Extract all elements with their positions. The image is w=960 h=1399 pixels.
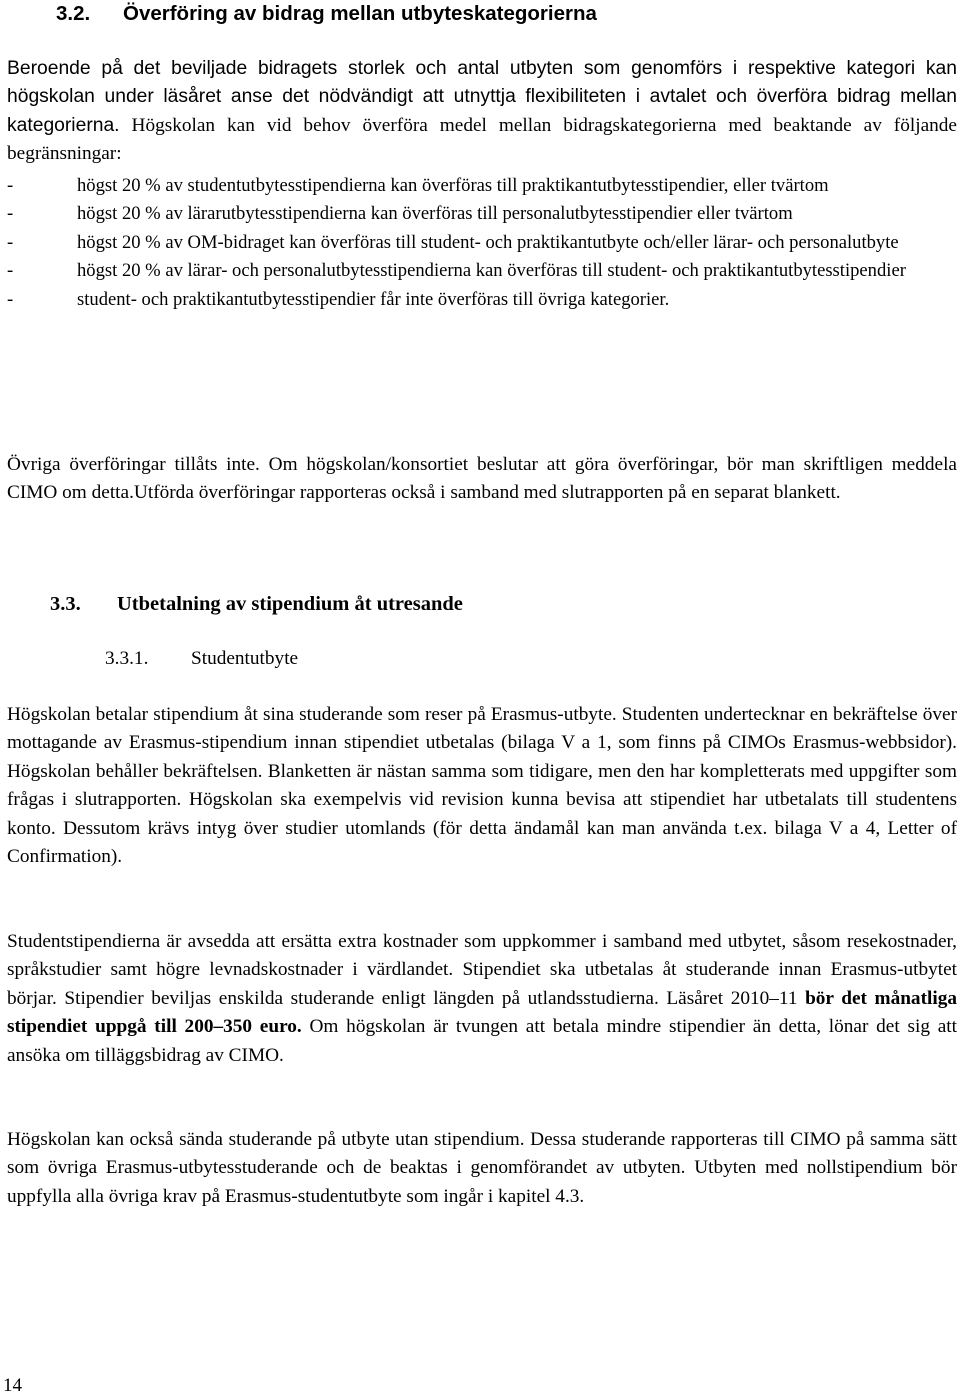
section-number: 3.3. (50, 593, 81, 615)
subsection-title: Studentutbyte (191, 648, 299, 669)
section-3-3-heading (50, 593, 463, 616)
list-item: - högst 20 % av lärarutbytesstipendierna kan överföras till personalutbytesstipendier eller tvärtom (7, 200, 957, 228)
transfer-limits-list (7, 172, 957, 314)
page-number: 14 (3, 1375, 22, 1396)
zero-stipend-paragraph: Högskolan kan också sända studerande på utbyte utan stipendium. Dessa studerande rapporteras till CIMO på samma sätt som övriga Erasmus-utbytesstuderande och de beaktas i genomförandet av utbyten. Utbyten med nollstipendium bör uppfylla alla övriga krav på Erasmus-studentutbyte som ingår i kapitel 4.3. (7, 1129, 957, 1207)
section-3-2-heading (56, 2, 597, 26)
monthly-stipend-emphasis: bör det månatliga stipendiet uppgå till 200–350 euro. (7, 987, 957, 1038)
dash-marker: - (7, 260, 14, 282)
list-item: - högst 20 % av lärar- och personalutbytesstipendierna kan överföras till student- och praktikantutbytesstipendier (7, 257, 957, 285)
list-item: - student- och praktikantutbytesstipendier får inte överföras till övriga kategorier. (7, 286, 957, 314)
section-title: Utbetalning av stipendium åt utresande (117, 593, 463, 615)
dash-marker: - (7, 288, 14, 310)
dash-marker: - (7, 203, 14, 225)
list-item: - högst 20 % av OM-bidraget kan överföras till student- och praktikantutbyte och/eller lärar- och personalutbyte (7, 229, 957, 257)
dash-marker: - (7, 231, 14, 253)
subsection-number: 3.3.1. (105, 648, 149, 669)
intro-sans-text: Beroende på det beviljade bidragets storlek och antal utbyten som genomförs i respektive kategori kan högskolan under läsåret anse det nödvändigt att utnyttja flexibiliteten i avtalet och överföra bidrag mellan kategorierna. (7, 58, 957, 136)
list-item: - högst 20 % av studentutbytesstipendierna kan överföras till praktikantutbytesstipendier, eller tvärtom (7, 172, 957, 200)
student-exchange-paragraph: Högskolan betalar stipendium åt sina studerande som reser på Erasmus-utbyte. Studenten undertecknar en bekräftelse över mottagande av Erasmus-stipendium innan stipendiet utbetalas (bilaga V a 1, som finns på CIMOs Erasmus-webbsidor). Högskolan behåller bekräftelsen. Blanketten är nästan samma som tidigare, men den har kompletterats med uppgifter som frågas i slutrapporten. Högskolan ska exempelvis vid revision kunna bevisa att stipendiet har utbetalats till studentens konto. Dessutom krävs intyg över studier utomlands (för detta ändamål kan man använda t.ex. bilaga V a 4, Letter of Confirmation). (7, 704, 957, 868)
subsection-3-3-1-heading (105, 648, 298, 670)
intro-serif-text: Högskolan kan vid behov överföra medel mellan bidragskategorierna med beaktande av följande begränsningar: (7, 114, 957, 165)
transfer-intro-paragraph (7, 55, 957, 169)
dash-marker: - (7, 175, 14, 196)
section-title: Överföring av bidrag mellan utbyteskategorierna (123, 2, 597, 25)
other-transfers-paragraph: Övriga överföringar tillåts inte. Om högskolan/konsortiet beslutar att göra överföringar, bör man skriftligen meddela CIMO om detta.Utförda överföringar rapporteras också i samband med slutrapporten på en separat blankett. (7, 454, 957, 504)
section-number: 3.2. (56, 2, 91, 25)
stipend-paragraph: Studentstipendierna är avsedda att ersätta extra kostnader som uppkommer i samband med utbytet, såsom resekostnader, språkstudier samt högre levnadskostnader i värdlandet. Stipendiet ska utbetalas åt studerande innan Erasmus-utbytet börjar. Stipendier beviljas enskilda studerande enligt längden på utlandsstudierna. Läsåret 2010–11 bör det månatliga stipendiet uppgå till 200–350 euro. Om högskolan är tvungen att betala mindre stipendier än detta, lönar det sig att ansöka om tilläggsbidrag av CIMO. (7, 931, 957, 1066)
